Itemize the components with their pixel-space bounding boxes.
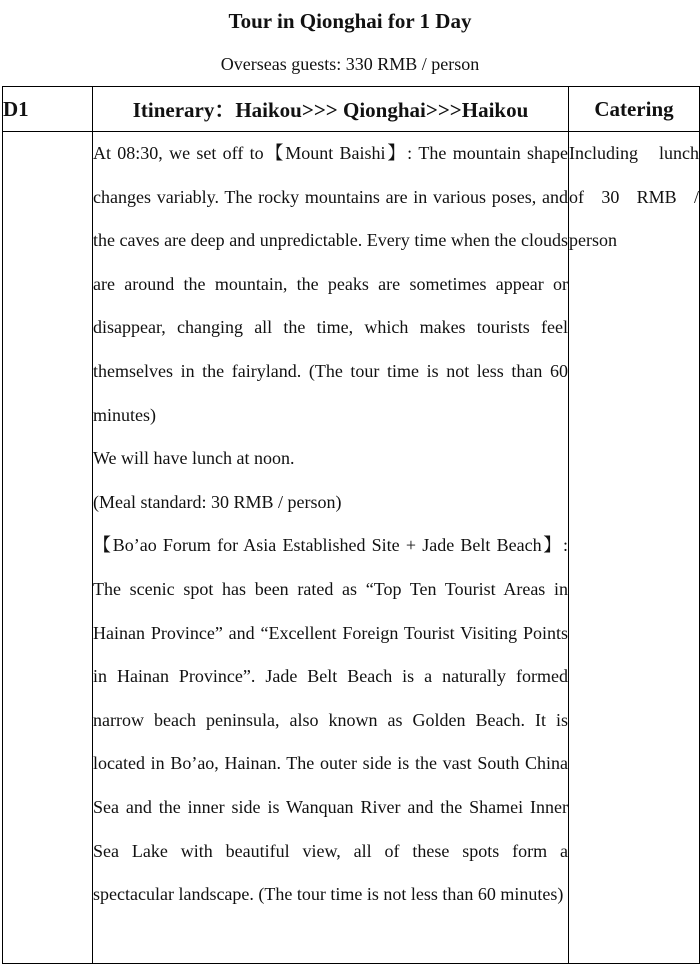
table-header-row bbox=[3, 87, 700, 132]
price-subtitle: Overseas guests: 330 RMB / person bbox=[220, 54, 480, 74]
itinerary-paragraph-boao: 【Bo’ao Forum for Asia Established Site + Jade Belt Beach】: The scenic spot has been rated as “Top Ten Tourist Areas in Hainan Province” and “Excellent Foreign Tourist Visiting Points in Hainan Province”. Jade Belt Beach is a naturally formed narrow beach peninsula, also known as Golden Beach. It is located in Bo’ao, Hainan. The outer side is the vast South China Sea and the inner side is Wanquan River and the Shamei Inner Sea Lake with beautiful view, all of these spots form a spectacular landscape. (The tour time is not less than 60 minutes) bbox=[93, 535, 568, 905]
table-row bbox=[3, 132, 700, 964]
catering-header: Catering bbox=[569, 87, 700, 132]
itinerary-header: Itinerary：Haikou>>> Qionghai>>>Haikou bbox=[93, 87, 569, 132]
itinerary-paragraph-mount-baishi: At 08:30, we set off to【Mount Baishi】: The mountain shape changes variably. The rocky mountains are in various poses, and the caves are deep and unpredictable. Every time when the clouds are around the mountain, the peaks are sometimes appear or disappear, changing all the time, which makes tourists feel themselves in the fairyland. (The tour time is not less than 60 minutes) bbox=[93, 143, 568, 425]
itinerary-cell bbox=[93, 132, 569, 964]
itinerary-table bbox=[2, 86, 700, 964]
day-cell bbox=[3, 132, 93, 964]
day-header: D1 bbox=[3, 87, 93, 132]
catering-cell: Including lunch of 30 RMB / person bbox=[569, 132, 700, 964]
document-title: Tour in Qionghai for 1 Day bbox=[228, 9, 472, 33]
itinerary-paragraph-lunch: We will have lunch at noon. bbox=[93, 448, 295, 469]
itinerary-paragraph-meal-standard: (Meal standard: 30 RMB / person) bbox=[93, 491, 342, 512]
